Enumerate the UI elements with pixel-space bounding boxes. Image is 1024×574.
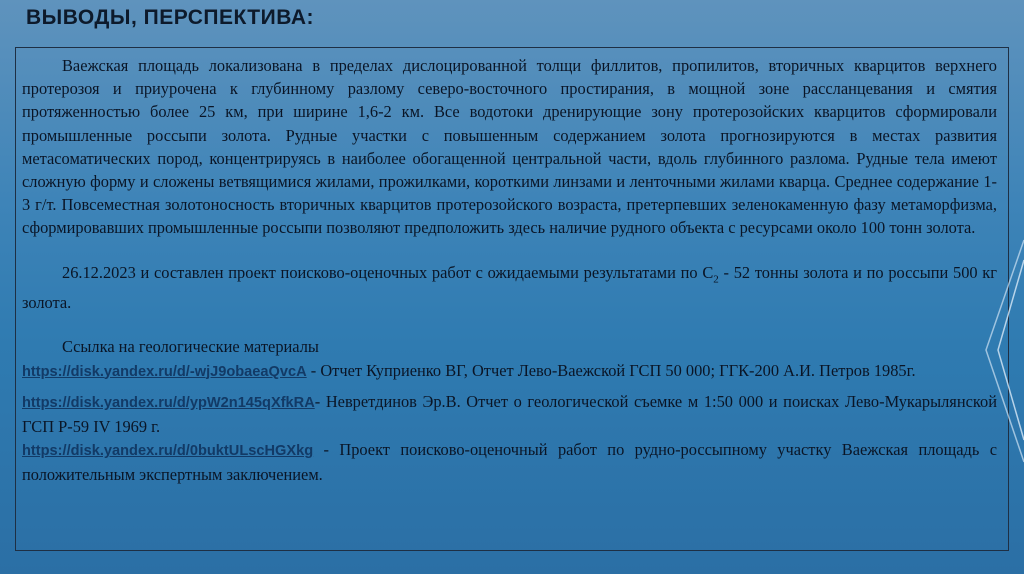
link-entry-2 xyxy=(22,390,997,438)
link-entry-1 xyxy=(22,359,997,384)
links-heading: Ссылка на геологические материалы xyxy=(62,337,319,357)
paragraph-project-text-end: - 52 тонны золота и по россыпи 500 кг золота. xyxy=(22,262,997,313)
slide-content xyxy=(22,54,997,487)
decorative-arrows xyxy=(984,200,1024,500)
paragraph-project-text: 26.12.2023 и составлен проект поисково-оценочных работ с ожидаемыми результатами по С xyxy=(62,262,714,282)
subscript: 2 xyxy=(713,272,719,285)
paragraph-conclusions: Ваежская площадь локализована в пределах дислоцированной толщи филлитов, пропилитов, вторичных кварцитов верхнего протерозоя и приурочена к глубинному разлому северо-восточного простирания, в мощной зоне рассланцевания и смятия протяженностью более 25 км, при ширине 1,6-2 км. Все водотоки дренирующие зону протерозойских кварцитов сформировали промышленные россыпи золота. Рудные участки с повышенным содержанием золота прогнозируются в местах развития метасоматических пород, концентрируясь в наиболее обогащенной центральной части, вдоль глубинного разлома. Рудные тела имеют сложную форму и сложены ветвящимися жилами, прожилками, короткими линзами и ленточными жилами кварца. Среднее содержание 1-3 г/т. Повсеместная золотоносность вторичных кварцитов протерозойского возраста, претерпевших зеленокаменную фазу метаморфизма, сформировавших промышленные россыпи позволяют предположить здесь наличие рудного объекта с ресурсами около 100 тонн золота. xyxy=(22,56,997,238)
link-desc-3: - Проект поисково-оценочный работ по рудно-россыпному участку Ваежская площадь с положительным экспертным заключением. xyxy=(22,440,997,485)
link-entry-3 xyxy=(22,438,997,486)
link-url-3[interactable]: https://disk.yandex.ru/d/0buktULscHGXkg xyxy=(22,443,314,460)
link-desc-2: - Невретдинов Эр.В. Отчет о геологической съемке м 1:50 000 и поисках Лево-Мукарылянской ГСП Р-59 IV 1969 г. xyxy=(22,391,997,436)
link-desc-1: - Отчет Куприенко ВГ, Отчет Лево-Ваежской ГСП 50 000; ГГК-200 А.И. Петров 1985г. xyxy=(306,360,916,380)
link-url-2[interactable]: https://disk.yandex.ru/d/ypW2n145qXfkRA xyxy=(22,394,315,411)
paragraph-project xyxy=(22,261,997,315)
link-url-1[interactable]: https://disk.yandex.ru/d/-wjJ9obaeaQvcA xyxy=(22,363,307,380)
slide-title: ВЫВОДЫ, ПЕРСПЕКТИВА: xyxy=(26,6,315,29)
